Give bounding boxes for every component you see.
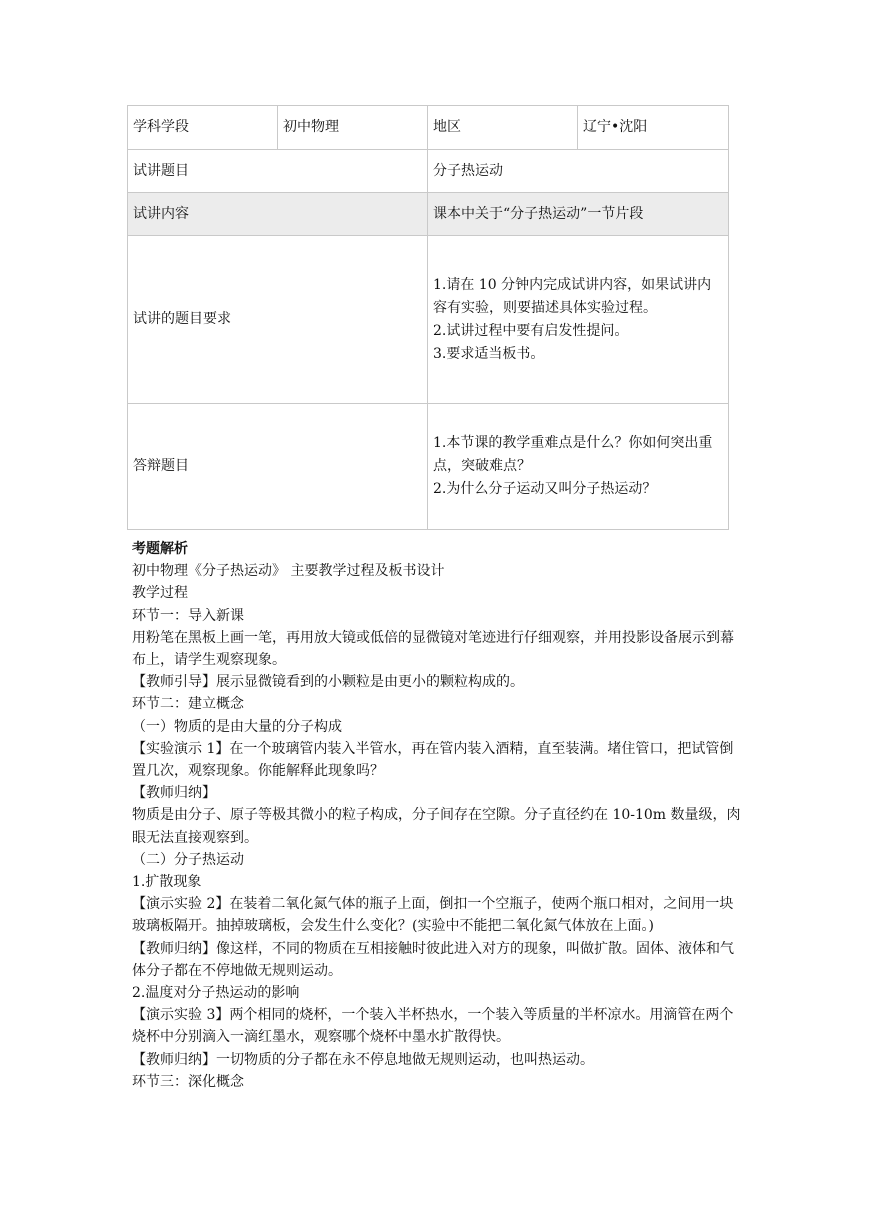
topic-value: 分子热运动	[428, 150, 729, 193]
paragraph: （二）分子热运动	[132, 851, 244, 868]
content-label: 试讲内容	[128, 193, 428, 236]
paragraph: 【教师归纳】一切物质的分子都在永不停息地做无规则运动，也叫热运动。	[132, 1051, 594, 1068]
paragraph: 【演示实验 2】在装着二氧化氮气体的瓶子上面，倒扣一个空瓶子，使两个瓶口相对，之间用一块玻璃板隔开。抽掉玻璃板，会发生什么变化？(实验中不能把二氧化氮气体放在上面。)	[132, 896, 734, 935]
requirements-label: 试讲的题目要求	[128, 236, 428, 404]
requirements-value: 1.请在 10 分钟内完成试讲内容，如果试讲内容有实验，则要描述具体实验过程。 2.试讲过程中要有启发性提问。 3.要求适当板书。	[428, 236, 729, 404]
paragraph: 教学过程	[132, 585, 188, 602]
table-row	[128, 193, 729, 236]
topic-label: 试讲题目	[128, 150, 428, 193]
paragraph: 【教师归纳】	[132, 785, 216, 802]
analysis-heading: 考题解析	[132, 541, 188, 557]
subject-label: 学科学段	[128, 106, 278, 150]
paragraph: 【实验演示 1】在一个玻璃管内装入半管水，再在管内装入酒精，直至装满。堵住管口，把试管倒置几次，观察现象。你能解释此现象吗？	[132, 740, 734, 780]
exam-info-table	[127, 105, 729, 530]
subject-value: 初中物理	[278, 106, 428, 150]
table-row	[128, 404, 729, 530]
paragraph: 用粉笔在黑板上画一笔，再用放大镜或低倍的显微镜对笔迹进行仔细观察，并用投影设备展示到幕布上，请学生观察现象。	[132, 629, 734, 669]
paragraph: 【教师引导】展示显微镜看到的小颗粒是由更小的颗粒构成的。	[132, 674, 524, 691]
paragraph: 环节二：建立概念	[132, 696, 244, 713]
paragraph: 初中物理《分子热运动》 主要教学过程及板书设计	[132, 563, 445, 580]
paragraph: 【演示实验 3】两个相同的烧杯，一个装入半杯热水，一个装入等质量的半杯凉水。用滴管在两个烧杯中分别滴入一滴红墨水，观察哪个烧杯中墨水扩散得快。	[132, 1007, 734, 1046]
defense-value: 1.本节课的教学重难点是什么？你如何突出重点，突破难点？ 2.为什么分子运动又叫分子热运动？	[428, 404, 729, 530]
analysis-section	[132, 538, 742, 1093]
table-row	[128, 106, 729, 150]
paragraph: 环节一：导入新课	[132, 607, 244, 624]
region-value: 辽宁•沈阳	[578, 106, 729, 150]
paragraph: 物质是由分子、原子等极其微小的粒子构成，分子间存在空隙。分子直径约在 10-10m 数量级，肉眼无法直接观察到。	[132, 807, 741, 846]
paragraph: 【教师归纳】像这样，不同的物质在互相接触时彼此进入对方的现象，叫做扩散。固体、液体和气体分子都在不停地做无规则运动。	[132, 940, 734, 979]
content-value: 课本中关于“分子热运动”一节片段	[428, 193, 729, 236]
table-row	[128, 150, 729, 193]
paragraph: 2.温度对分子热运动的影响	[132, 985, 300, 1002]
paragraph: 环节三：深化概念	[132, 1073, 244, 1090]
paragraph: 1.扩散现象	[132, 874, 202, 891]
region-label: 地区	[428, 106, 578, 150]
defense-label: 答辩题目	[128, 404, 428, 530]
paragraph: （一）物质的是由大量的分子构成	[132, 718, 342, 735]
table-row	[128, 236, 729, 404]
